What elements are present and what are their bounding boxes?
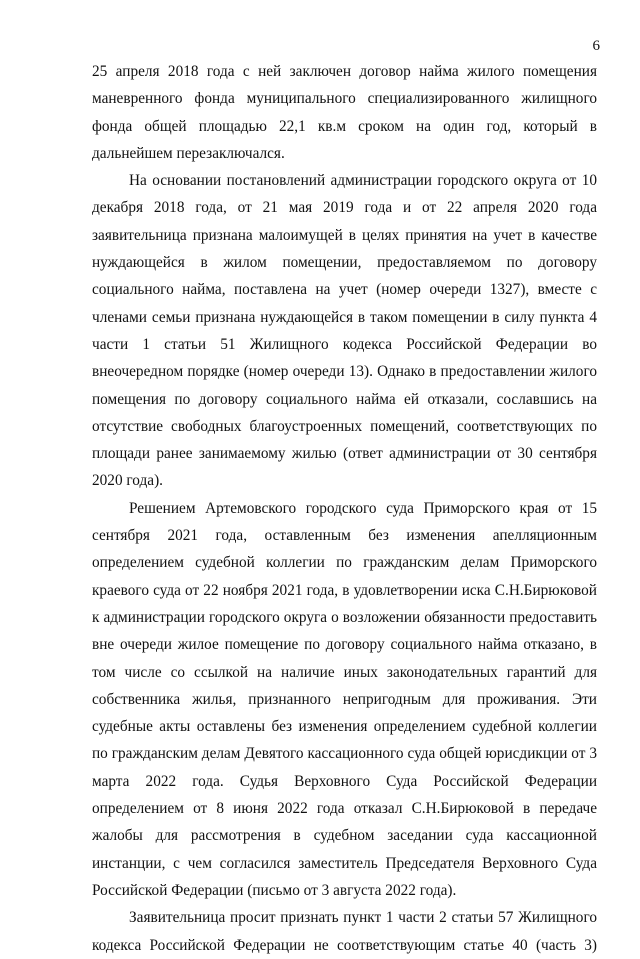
paragraph-1: 25 апреля 2018 года с ней заключен договор найма жилого помещения маневренного фонда муниципального специализированного жилищного фонда общей площадью 22,1 кв.м сроком на один год, который в дальнейшем перезаключался. xyxy=(92,63,597,162)
paragraph-4: Заявительница просит признать пункт 1 части 2 статьи 57 Жилищного кодекса Российской Федерации не соответствующим статье 40 (часть 3) xyxy=(92,909,597,954)
document-body xyxy=(92,58,597,959)
paragraph-3: Решением Артемовского городского суда Приморского края от 15 сентября 2021 года, оставленным без изменения апелляционным определением судебной коллегии по гражданским делам Приморского краевого суда от 22 ноября 2021 года, в удовлетворении иска С.Н.Бирюковой к администрации городского округа о возложении обязанности предоставить вне очереди жилое помещение по договору социального найма отказано, в том числе со ссылкой на наличие иных законодательных гарантий для собственника жилья, признанного непригодным для проживания. Эти судебные акты оставлены без изменения определением судебной коллегии по гражданским делам Девятого кассационного суда общей юрисдикции от 3 марта 2022 года. Судья Верховного Суда Российской Федерации определением от 8 июня 2022 года отказал С.Н.Бирюковой в передаче жалобы для рассмотрения в судебном заседании суда кассационной инстанции, с чем согласился заместитель Председателя Верховного Суда Российской Федерации (письмо от 3 августа 2022 года). xyxy=(92,499,597,899)
paragraph-2: На основании постановлений администрации городского округа от 10 декабря 2018 года, от 21 мая 2019 года и от 22 апреля 2020 года заявительница признана малоимущей в целях принятия на учет в качестве нуждающейся в жилом помещении, предоставляемом по договору социального найма, поставлена на учет (номер очереди 1327), вместе с членами семьи признана нуждающейся в таком помещении в силу пункта 4 части 1 статьи 51 Жилищного кодекса Российской Федерации во внеочередном порядке (номер очереди 13). Однако в предоставлении жилого помещения по договору социального найма ей отказали, сославшись на отсутствие свободных благоустроенных помещений, соответствующих по площади ранее занимаемому жилью (ответ администрации от 30 сентября 2020 года). xyxy=(92,172,597,490)
page-number: 6 xyxy=(592,38,600,54)
